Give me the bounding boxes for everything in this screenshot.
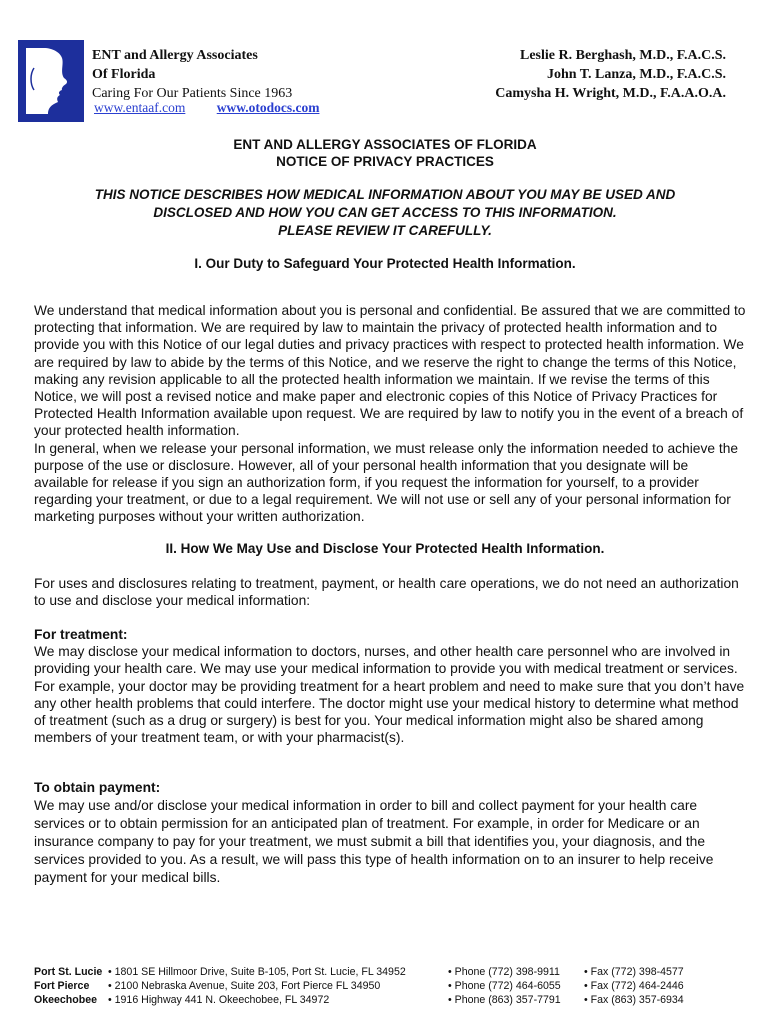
title-line-1: ENT AND ALLERGY ASSOCIATES OF FLORIDA	[233, 137, 537, 152]
office-city: Okeechobee	[34, 994, 98, 1006]
face-profile-logo-icon	[18, 40, 84, 122]
office-phone: • Phone (772) 464-6055	[448, 980, 561, 992]
office-row	[34, 965, 704, 979]
section-1-body	[34, 302, 746, 526]
notice-line-2: DISCLOSED AND HOW YOU CAN GET ACCESS TO THIS INFORMATION.	[153, 205, 617, 220]
office-address: • 1801 SE Hillmoor Drive, Suite B-105, Port St. Lucie, FL 34952	[108, 966, 406, 978]
section-2-heading: II. How We May Use and Disclose Your Protected Health Information.	[165, 541, 605, 556]
practice-name: ENT and Allergy Associates	[92, 48, 258, 63]
treatment-text: We may disclose your medical information to doctors, nurses, and other health care personnel who are involved in providing your health care. We may use your medical information to provide you with medical treatment or services. For example, your doctor may be providing treatment for a heart problem and need to make sure that you don’t have any other health problems that could interfere. The doctor might use your medical history to determine what method of treatment (such as a drug or surgery) is best for you. Your medical information might also be shared among members of your treatment team, or with your pharmacist(s).	[34, 644, 745, 746]
document-title	[0, 136, 770, 170]
notice-line-3: PLEASE REVIEW IT CAREFULLY.	[278, 223, 492, 238]
tagline: Caring For Our Patients Since 1963	[92, 86, 293, 101]
office-phone: • Phone (772) 398-9911	[448, 966, 560, 978]
notice-line-1: THIS NOTICE DESCRIBES HOW MEDICAL INFORMATION ABOUT YOU MAY BE USED AND	[94, 187, 676, 202]
treatment-heading: For treatment:	[34, 627, 128, 642]
practice-header	[92, 46, 292, 103]
payment-text: We may use and/or disclose your medical information in order to bill and collect payment for your health care services or to obtain permission for an anticipated plan of treatment. For example, in order for Medicare or an insurance company to pay for your treatment, we must submit a bill that identifies you, your diagnosis, and the services provided to you. As a result, we will pass this type of health information on to an insurer to help receive payment for your medical bills.	[34, 798, 714, 885]
treatment-block	[34, 626, 746, 746]
office-fax: • Fax (772) 398-4577	[584, 966, 684, 978]
office-locations-footer	[34, 965, 704, 1007]
header-links	[94, 100, 319, 116]
office-fax: • Fax (863) 357-6934	[584, 994, 684, 1006]
doctor-list	[495, 46, 726, 103]
notice-statement	[40, 186, 730, 240]
office-row	[34, 993, 704, 1007]
payment-block	[34, 779, 746, 887]
section-1-paragraph-1: We understand that medical information about you is personal and confidential. Be assured that we are committed to protecting that information. We are required by law to maintain the privacy of protected health information and to provide you with this Notice of our legal duties and privacy practices with respect to protected health information. We are required by law to abide by the terms of this Notice, and we reserve the right to change the terms of this Notice, making any revision applicable to all the protected health information we maintain. If we revise the terms of this Notice, we will post a revised notice and make paper and electronic copies of this Notice of Privacy Practices for Protected Health Information available upon request. We are required by law to notify you in the event of a breach of your protected health information.	[34, 303, 746, 439]
office-city: Port St. Lucie	[34, 966, 103, 978]
entaaf-link[interactable]: www.entaaf.com	[94, 100, 186, 115]
office-city: Fort Pierce	[34, 980, 90, 992]
office-address: • 1916 Highway 441 N. Okeechobee, FL 34972	[108, 994, 330, 1006]
section-2-intro: For uses and disclosures relating to treatment, payment, or health care operations, we do not need an authorization to use and disclose your medical information:	[34, 576, 739, 609]
office-row	[34, 979, 704, 993]
title-line-2: NOTICE OF PRIVACY PRACTICES	[276, 154, 494, 169]
payment-heading: To obtain payment:	[34, 780, 161, 795]
section-1-paragraph-2: In general, when we release your personal information, we must release only the information needed to achieve the purpose of the use or disclosure. However, all of your personal health information that you designate will be available for release if you sign an authorization form, if you request the information for yourself, to a provider regarding your treatment, or due to a legal requirement. We will not use or sell any of your personal information for marketing purposes without your written authorization.	[34, 440, 739, 525]
office-fax: • Fax (772) 464-2446	[584, 980, 684, 992]
doctor-name: John T. Lanza, M.D., F.A.C.S.	[546, 67, 726, 82]
otodocs-link[interactable]: www.otodocs.com	[216, 100, 320, 115]
doctor-name: Leslie R. Berghash, M.D., F.A.C.S.	[520, 48, 726, 63]
practice-state: Of Florida	[92, 67, 156, 82]
office-phone: • Phone (863) 357-7791	[448, 994, 561, 1006]
doctor-name: Camysha H. Wright, M.D., F.A.A.O.A.	[495, 86, 726, 101]
section-1-heading: I. Our Duty to Safeguard Your Protected Health Information.	[194, 256, 576, 271]
office-address: • 2100 Nebraska Avenue, Suite 203, Fort Pierce FL 34950	[108, 980, 381, 992]
